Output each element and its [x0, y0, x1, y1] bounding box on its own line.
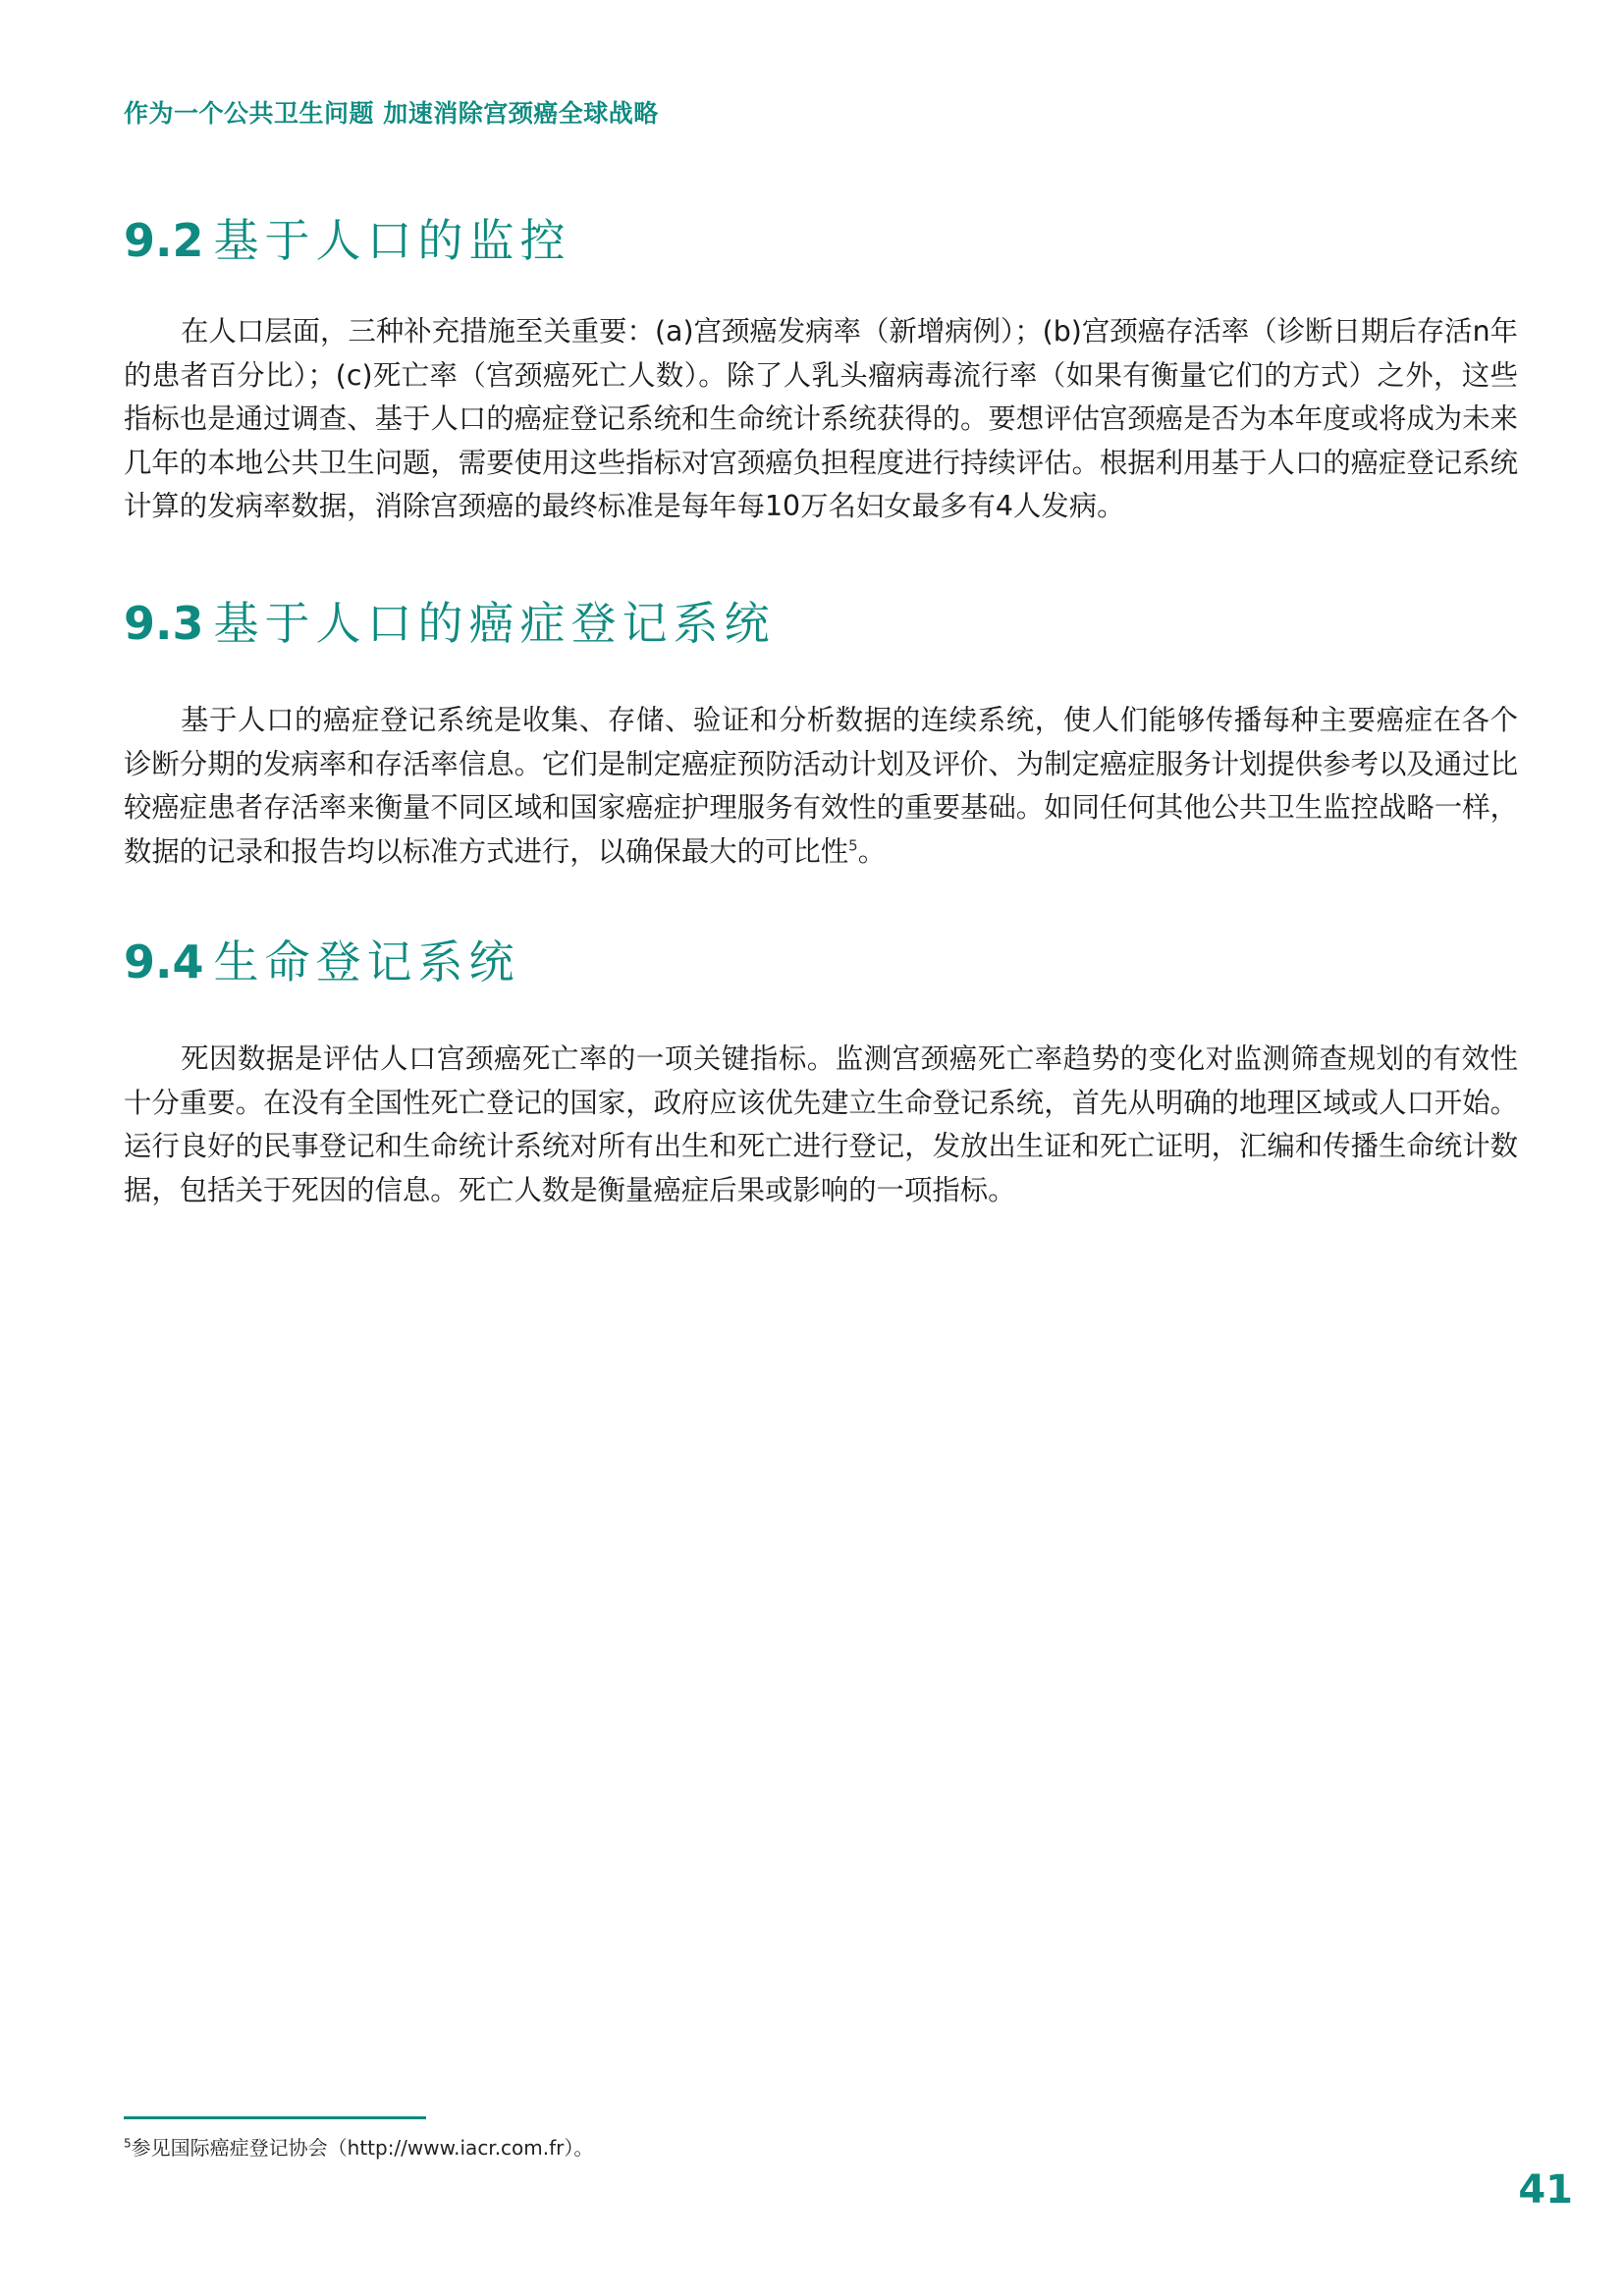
footnote [124, 2132, 593, 2161]
section-heading-9-4 [124, 935, 520, 988]
running-header: 作为一个公共卫生问题 加速消除宫颈癌全球战略 [124, 99, 659, 128]
section-body-end: 。 [857, 834, 887, 868]
section-body-text: 基于人口的癌症登记系统是收集、存储、验证和分析数据的连续系统，使人们能够传播每种主要癌症在各个诊断分期的发病率和存活率信息。它们是制定癌症预防活动计划及评价、为制定癌症服务计划提供参考以及通过比较癌症患者存活率来衡量不同区域和国家癌症护理服务有效性的重要基础。如同任何其他公共卫生监控战略一样，数据的记录和报告均以标准方式进行，以确保最大的可比性 [124, 704, 1518, 868]
footnote-marker: 5 [124, 2136, 132, 2151]
section-number: 9.2 [124, 214, 204, 267]
page-number: 41 [1518, 2167, 1573, 2213]
section-title: 基于人口的癌症登记系统 [213, 597, 776, 650]
section-number: 9.4 [124, 935, 204, 988]
footnote-divider [124, 2116, 426, 2119]
section-title: 基于人口的监控 [213, 214, 571, 267]
footnote-reference[interactable]: 5 [848, 836, 858, 855]
section-body-9-2: 在人口层面，三种补充措施至关重要：(a)宫颈癌发病率（新增病例）；(b)宫颈癌存活率（诊断日期后存活n年的患者百分比）；(c)死亡率（宫颈癌死亡人数）。除了人乳头瘤病毒流行率（如果有衡量它们的方式）之外，这些指标也是通过调查、基于人口的癌症登记系统和生命统计系统获得的。要想评估宫颈癌是否为本年度或将成为未来几年的本地公共卫生问题，需要使用这些指标对宫颈癌负担程度进行持续评估。根据利用基于人口的癌症登记系统计算的发病率数据，消除宫颈癌的最终标准是每年每10万名妇女最多有4人发病。 [124, 315, 1518, 522]
section-body-9-4: 死因数据是评估人口宫颈癌死亡率的一项关键指标。监测宫颈癌死亡率趋势的变化对监测筛查规划的有效性十分重要。在没有全国性死亡登记的国家，政府应该优先建立生命登记系统，首先从明确的地理区域或人口开始。运行良好的民事登记和生命统计系统对所有出生和死亡进行登记，发放出生证和死亡证明，汇编和传播生命统计数据，包括关于死因的信息。死亡人数是衡量癌症后果或影响的一项指标。 [124, 1042, 1518, 1206]
section-body-9-3 [124, 699, 1518, 874]
section-number: 9.3 [124, 597, 204, 650]
footnote-text: 参见国际癌症登记协会（http://www.iacr.com.fr）。 [131, 2136, 594, 2160]
section-heading-9-3 [124, 597, 776, 650]
section-heading-9-2 [124, 214, 571, 267]
section-title: 生命登记系统 [213, 935, 520, 988]
